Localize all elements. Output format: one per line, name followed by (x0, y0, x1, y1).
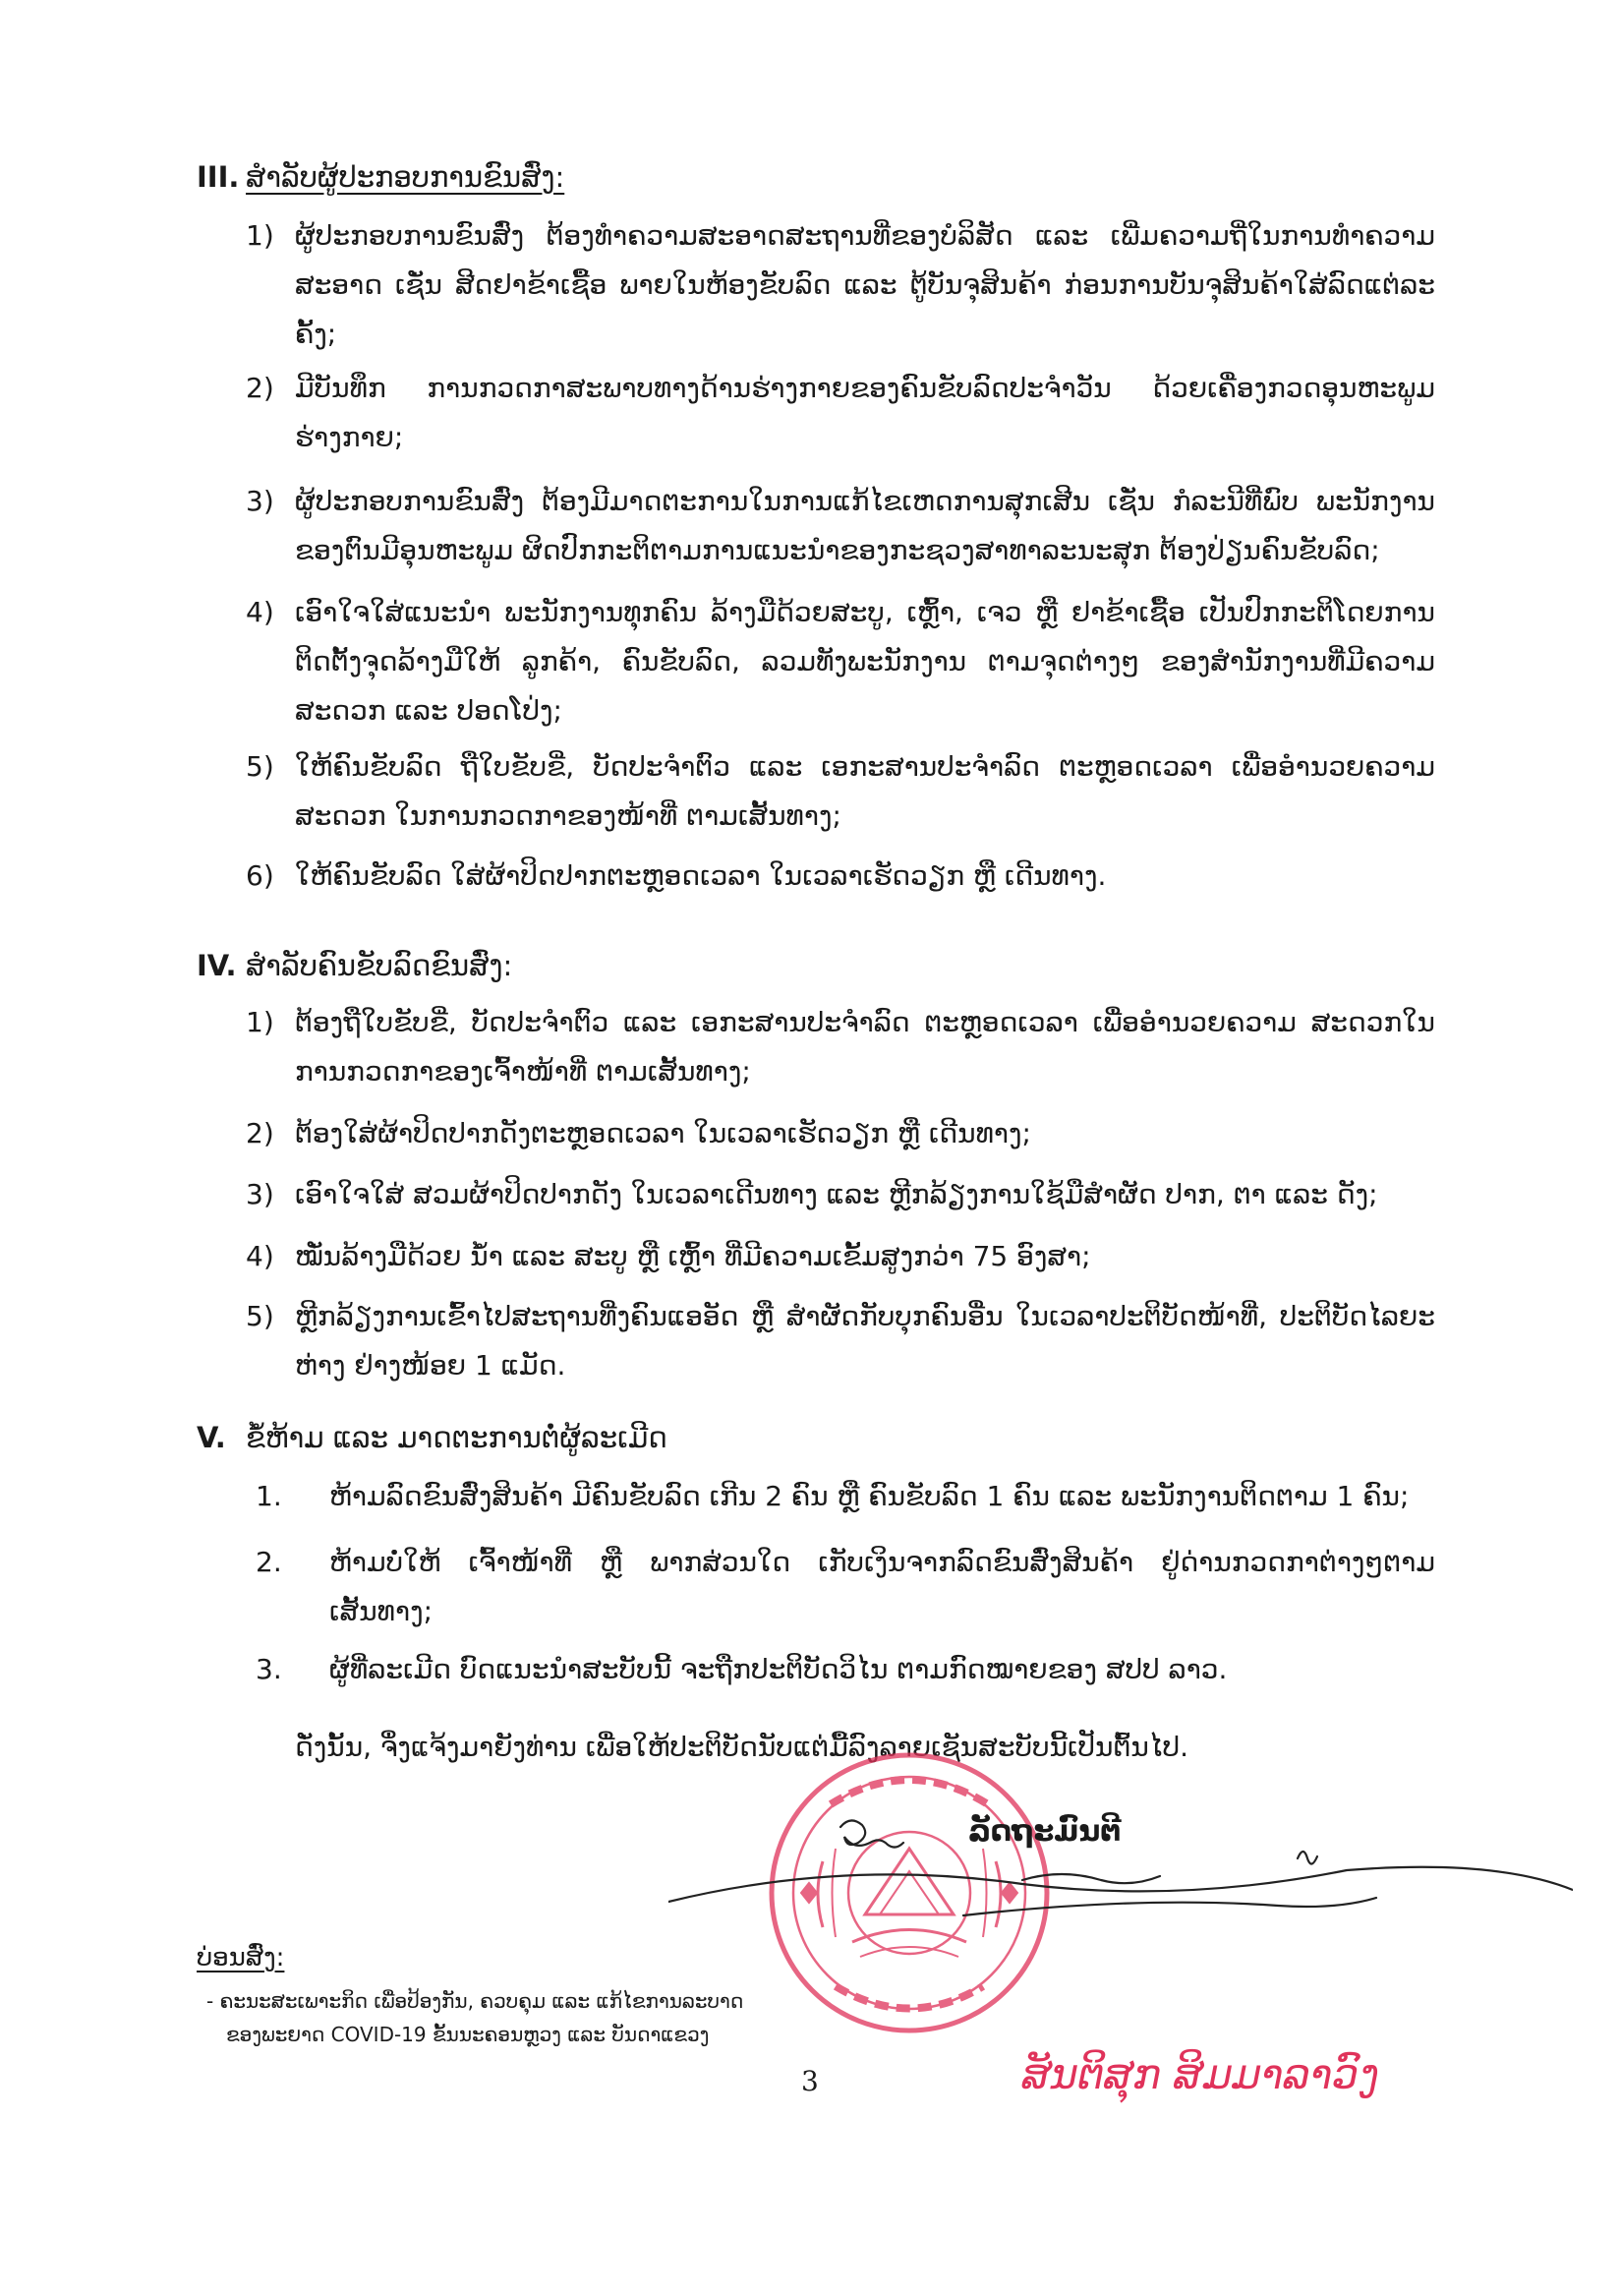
section-4-item-5 (246, 1292, 1435, 1390)
section-3-item-4 (246, 588, 1435, 736)
section-3-item-2 (246, 364, 1435, 462)
item-number: 1) (246, 219, 274, 252)
item-number: 3) (246, 485, 274, 517)
item-text: ມີບັນທຶກ ການກວດກາສະພາບທາງດ້ານຮ່າງກາຍຂອງຄົນຂັບລົດປະຈຳວັນ ດ້ວຍເຄື່ອງກວດອຸນຫະພູມຮ່າງກາຍ; (295, 372, 1435, 453)
item-number: 3) (246, 1178, 274, 1210)
section-4-roman: IV. (197, 949, 237, 982)
item-number: 2. (256, 1546, 282, 1578)
section-5-title: ຂໍ້ຫ້າມ ແລະ ມາດຕະການຕໍ່ຜູ້ລະເມີດ (246, 1421, 667, 1454)
item-text: ໝັ່ນລ້າງມືດ້ວຍ ນ້ຳ ແລະ ສະບູ ຫຼື ເຫຼົ້າ ທີ່ມີຄວາມເຂັ້ມສູງກວ່າ 75 ອົງສາ; (295, 1240, 1091, 1272)
section-4-item-1 (246, 998, 1435, 1096)
section-3-item-5 (246, 742, 1435, 841)
item-number: 6) (246, 859, 274, 892)
section-5-item-1 (256, 1472, 1435, 1521)
cc-line-1: - ຄະນະສະເພາະກິດ ເພື່ອປ້ອງກັນ, ຄວບຄຸມ ແລະ ແກ້ໄຂການລະບາດ (206, 1989, 744, 2013)
item-number: 2) (246, 1117, 274, 1149)
section-5-roman: V. (197, 1421, 226, 1454)
minister-title: ລັດຖະມົນຕີ (968, 1814, 1122, 1849)
item-number: 4) (246, 596, 274, 628)
item-text: ຕ້ອງຖືໃບຂັບຂີ່, ບັດປະຈຳຕົວ ແລະ ເອກະສານປະຈຳລົດ ຕະຫຼອດເວລາ ເພື່ອອຳນວຍຄວາມ ສະດວກໃນການກວດກາຂອງເຈົ້າໜ້າທີ່ ຕາມເສັ້ນທາງ; (295, 1006, 1435, 1088)
closing-sentence: ດັ່ງນັ້ນ, ຈຶ່ງແຈ້ງມາຍັງທ່ານ ເພື່ອໃຫ້ປະຕິບັດນັບແຕ່ມື້ລົງລາຍເຊັນສະບັບນີ້ເປັນຕົ້ນໄປ. (295, 1731, 1189, 1763)
item-number: 1) (246, 1006, 274, 1038)
cc-line-2: ຂອງພະຍາດ COVID-19 ຂັ້ນນະຄອນຫຼວງ ແລະ ບັນດາແຂວງ (226, 2023, 710, 2046)
item-text: ຫ້າມບໍ່ໃຫ້ ເຈົ້າໜ້າທີ່ ຫຼື ພາກສ່ວນໃດ ເກັບເງິນຈາກລົດຂົນສົ່ງສິນຄ້າ ຢູ່ດ່ານກວດກາຕ່າງໆຕາມເສັ້ນທາງ; (329, 1546, 1435, 1627)
page-number: 3 (801, 2065, 819, 2097)
section-3-item-6 (246, 852, 1435, 901)
section-3-item-1 (246, 211, 1435, 359)
item-text: ໃຫ້ຄົນຂັບລົດ ຖືໃບຂັບຂີ່, ບັດປະຈຳຕົວ ແລະ ເອກະສານປະຈຳລົດ ຕະຫຼອດເວລາ ເພື່ອອຳນວຍຄວາມສະດວກ ໃນການກວດກາຂອງໜ້າທີ່ ຕາມເສັ້ນທາງ; (295, 750, 1435, 832)
item-text: ຫ້າມລົດຂົນສົ່ງສິນຄ້າ ມີຄົນຂັບລົດ ເກີນ 2 ຄົນ ຫຼື ຄົນຂັບລົດ 1 ຄົນ ແລະ ພະນັກງານຕິດຕາມ 1 ຄົນ; (329, 1480, 1410, 1512)
item-text: ຜູ້ປະກອບການຂົນສົ່ງ ຕ້ອງມີມາດຕະການໃນການແກ້ໄຂເຫດການສຸກເສີນ ເຊັ່ນ ກໍລະນີທີ່ພົບ ພະນັກງານຂອງຕົນມີອຸນຫະພູມ ຜິດປົກກະຕິຕາມການແນະນຳຂອງກະຊວງສາທາລະນະສຸກ ຕ້ອງປ່ຽນຄົນຂັບລົດ; (295, 485, 1435, 566)
item-text: ເອົາໃຈໃສ່ ສວມຜ້າປິດປາກດັງ ໃນເວລາເດີນທາງ ແລະ ຫຼີກລ້ຽງການໃຊ້ມືສຳຜັດ ປາກ, ຕາ ແລະ ດັງ; (295, 1178, 1378, 1210)
item-text: ຫຼີກລ້ຽງການເຂົ້າໄປສະຖານທີ່ງຄົນແອອັດ ຫຼື ສຳຜັດກັບບຸກຄົນອື່ນ ໃນເວລາປະຕິບັດໜ້າທີ່, ປະຕິບັດໄລຍະຫ່າງ ຢ່າງໜ້ອຍ 1 ແມັດ. (295, 1300, 1435, 1382)
section-3-item-3 (246, 477, 1435, 575)
section-3-heading (197, 157, 564, 197)
item-number: 4) (246, 1240, 274, 1272)
item-text: ເອົາໃຈໃສ່ແນະນຳ ພະນັກງານທຸກຄົນ ລ້າງມືດ້ວຍສະບູ, ເຫຼົ້າ, ເຈວ ຫຼື ຢາຂ້າເຊື້ອ ເປັນປົກກະຕິໂດຍການຕິດຕັ້ງຈຸດລ້າງມືໃຫ້ ລູກຄ້າ, ຄົນຂັບລົດ, ລວມທັງພະນັກງານ ຕາມຈຸດຕ່າງໆ ຂອງສຳນັກງານທີ່ມີຄວາມສະດວກ ແລະ ປອດໂປ່ງ; (295, 596, 1435, 727)
section-4-item-2 (246, 1109, 1435, 1158)
item-number: 2) (246, 372, 274, 404)
item-text: ຕ້ອງໃສ່ຜ້າປິດປາກດັງຕະຫຼອດເວລາ ໃນເວລາເຮັດວຽກ ຫຼື ເດີນທາງ; (295, 1117, 1031, 1149)
item-number: 1. (256, 1480, 282, 1512)
section-4-heading (197, 946, 512, 985)
section-3-title: ສຳລັບຜູ້ປະກອບການຂົນສົ່ງ: (246, 160, 565, 194)
section-5-heading (197, 1418, 667, 1457)
section-5-item-2 (256, 1538, 1435, 1636)
section-3-roman: III. (197, 160, 240, 194)
item-text: ໃຫ້ຄົນຂັບລົດ ໃສ່ຜ້າປິດປາກຕະຫຼອດເວລາ ໃນເວລາເຮັດວຽກ ຫຼື ເດີນທາງ. (295, 859, 1107, 892)
cc-heading: ບ່ອນສົ່ງ: (197, 1943, 285, 1972)
item-text: ຜູ້ປະກອບການຂົນສົ່ງ ຕ້ອງທຳຄວາມສະອາດສະຖານທີ່ຂອງບໍລິສັດ ແລະ ເພີ່ມຄວາມຖີ່ໃນການທຳຄວາມສະອາດ ເຊັ່ນ ສີດຢາຂ້າເຊື້ອ ພາຍໃນຫ້ອງຂັບລົດ ແລະ ຕູ້ບັນຈຸສິນຄ້າ ກ່ອນການບັນຈຸສິນຄ້າໃສ່ລົດແຕ່ລະຄັ້ງ; (295, 219, 1435, 350)
section-4-title: ສຳລັບຄົນຂັບລົດຂົນສົ່ງ: (246, 949, 513, 982)
item-number: 5) (246, 1300, 274, 1332)
item-text: ຜູ້ທີ່ລະເມີດ ບົດແນະນຳສະບັບນີ້ ຈະຖືກປະຕິບັດວິໄນ ຕາມກົດໝາຍຂອງ ສປປ ລາວ. (329, 1653, 1228, 1685)
section-5-item-3 (256, 1645, 1435, 1694)
section-4-item-4 (246, 1232, 1435, 1281)
section-4-item-3 (246, 1170, 1435, 1219)
signer-name: ສັນຕິສຸກ ສິມມາລາວົງ (1022, 2050, 1379, 2098)
item-number: 3. (256, 1653, 282, 1685)
item-number: 5) (246, 750, 274, 783)
